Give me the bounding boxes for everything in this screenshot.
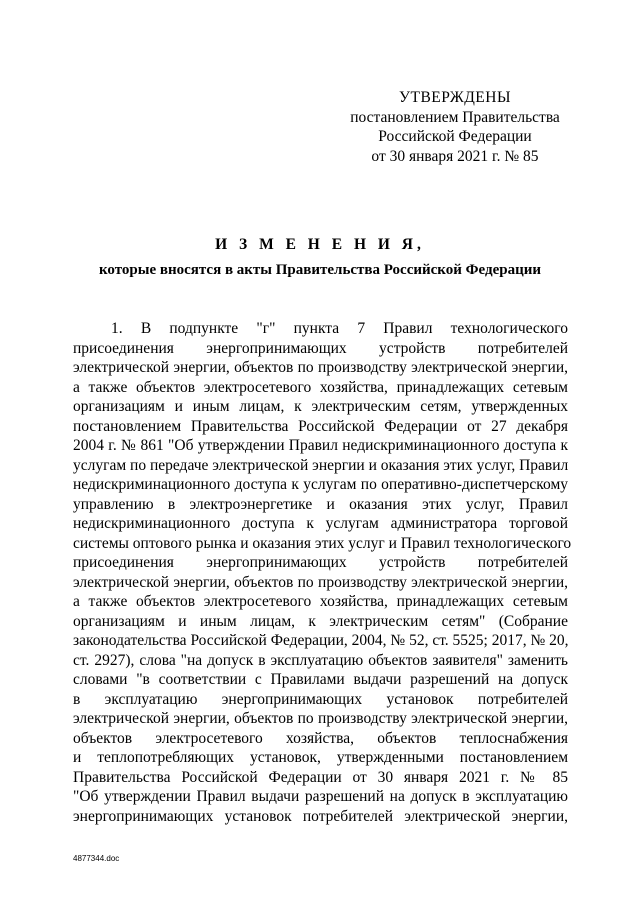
body-line: присоединения энергопринимающих устройств потребителей (73, 339, 568, 357)
body-line: объектов электросетевого хозяйства, объектов теплоснабжения (73, 729, 568, 747)
body-line: услугам по передаче электрической энергии и оказания этих услуг, Правил (73, 456, 569, 474)
body-line: электрической энергии, объектов по производству электрической энергии, (73, 359, 568, 376)
approval-block (320, 88, 590, 166)
body-line: "Об утверждении Правил выдачи разрешений на допуск в эксплуатацию (73, 788, 568, 805)
body-line: законодательства Российской Федерации, 2004, № 52, ст. 5525; 2017, № 20, (73, 632, 569, 649)
body-line: словами "в соответствии с Правилами выдачи разрешений на допуск (73, 671, 568, 688)
body-line: электрической энергии, объектов по производству электрической энергии, (73, 710, 568, 727)
body-line: в эксплуатацию энергопринимающих установок потребителей (73, 690, 568, 708)
body-line: энергопринимающих установок потребителей электрической энергии, (73, 807, 568, 825)
body-line: недискриминационного доступа к услугам по оперативно-диспетчерскому (73, 476, 568, 493)
body-line: недискриминационного доступа к услугам администратора торговой (73, 515, 568, 532)
approval-line-2: Российской Федерации (378, 128, 532, 145)
footer-file-code: 4877344.doc (73, 854, 120, 863)
body-line: и теплопотребляющих установок, утвержденными постановлением (73, 749, 568, 766)
body-line: организациям и иным лицам, к электрическим сетям" (Собрание (73, 612, 568, 630)
approval-heading: УТВЕРЖДЕНЫ (399, 89, 511, 106)
body-line: 2004 г. № 861 "Об утверждении Правил недискриминационного доступа к (73, 437, 568, 454)
document-subtitle: которые вносятся в акты Правительства Российской Федерации (98, 262, 542, 278)
body-line: Правительства Российской Федерации от 30 января 2021 г. № 85 (73, 768, 568, 786)
approval-line-1: постановлением Правительства (350, 108, 560, 126)
body-line: а также объектов электросетевого хозяйства, принадлежащих сетевым (73, 378, 568, 396)
body-line: 1. В подпункте "г" пункта 7 Правил технологического (111, 320, 568, 337)
body-line: ст. 2927), слова "на допуск в эксплуатацию объектов заявителя" заменить (73, 651, 568, 669)
body-line: организациям и иным лицам, к электрическим сетям, утвержденных (73, 398, 568, 415)
body-line: а также объектов электросетевого хозяйства, принадлежащих сетевым (73, 593, 568, 610)
document-title: И З М Е Н Е Н И Я, (215, 236, 425, 253)
approval-line-3: от 30 января 2021 г. № 85 (371, 147, 539, 165)
body-line: системы оптового рынка и оказания этих услуг и Правил технологического (73, 534, 572, 552)
body-line: электрической энергии, объектов по производству электрической энергии, (73, 573, 568, 591)
body-paragraph (73, 319, 572, 826)
body-line: присоединения энергопринимающих устройств потребителей (73, 554, 568, 571)
body-line: управлению в электроэнергетике и оказания этих услуг, Правил (73, 495, 568, 513)
body-line: постановлением Правительства Российской Федерации от 27 декабря (73, 417, 568, 435)
